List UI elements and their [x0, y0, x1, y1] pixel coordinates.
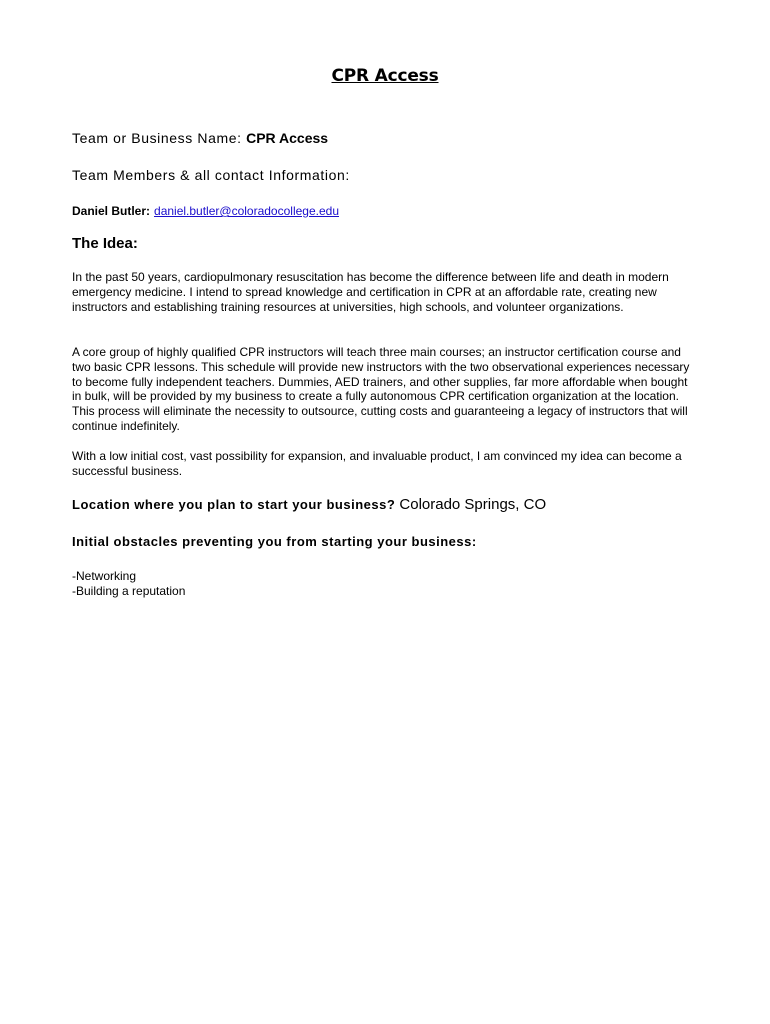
obstacles-question: Initial obstacles preventing you from starting your business: [72, 534, 477, 549]
idea-paragraph-2 [72, 345, 697, 434]
location-question: Location where you plan to start your business? [72, 497, 400, 512]
team-members-label: Team Members & all contact Information: [72, 167, 350, 183]
contact-email-link[interactable]: daniel.butler@coloradocollege.edu [154, 204, 339, 218]
list-item: -Networking [72, 569, 137, 583]
obstacles-list [72, 569, 185, 599]
idea-heading-line [72, 235, 138, 253]
list-item: -Building a reputation [72, 584, 186, 598]
location-answer: Colorado Springs, CO [399, 496, 547, 513]
team-name-value: CPR Access [246, 130, 329, 146]
paragraph-text: A core group of highly qualified CPR instructors will teach three main courses; an instructor certification course and two basic CPR lessons. This schedule will provide new instructors with the two observational experiences necessary to become fully independent teachers. Dummies, AED trainers, and other supplies, far more affordable when bought in bulk, will be provided by my business to create a fully autonomous CPR certification organization at the location. This process will eliminate the necessity to outsource, cutting costs and guaranteeing a legacy of instructors that will continue indefinitely. [72, 345, 690, 433]
document-title: CPR Access [331, 66, 439, 86]
location-line [72, 496, 546, 514]
idea-paragraph-1 [72, 270, 697, 314]
contact-line [72, 202, 339, 220]
obstacles-line [72, 533, 477, 551]
team-name-label: Team or Business Name: [72, 130, 247, 146]
paragraph-text: In the past 50 years, cardiopulmonary resuscitation has become the difference between life and death in modern emergency medicine. I intend to spread knowledge and certification in CPR at an affordable rate, creating new instructors and establishing training resources at universities, high schools, and volunteer organizations. [72, 270, 669, 314]
idea-heading: The Idea: [72, 235, 138, 252]
contact-name: Daniel Butler: [72, 204, 151, 218]
idea-paragraph-3 [72, 449, 697, 479]
team-name-line [72, 130, 328, 148]
team-members-line [72, 167, 350, 185]
paragraph-text: With a low initial cost, vast possibility for expansion, and invaluable product, I am convinced my idea can become a successful business. [72, 449, 682, 478]
